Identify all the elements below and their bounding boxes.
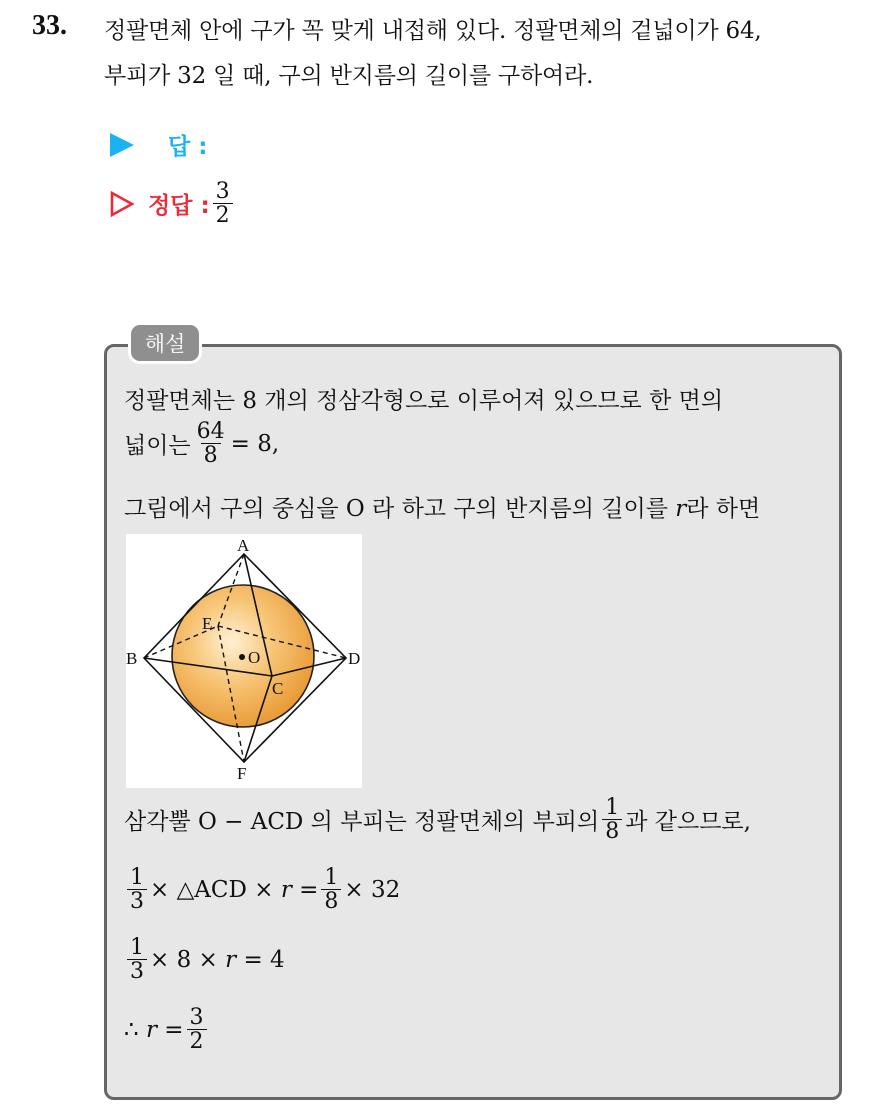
equation-2-middle: × 8 × xyxy=(150,946,218,973)
equation-3-equals: = xyxy=(164,1016,184,1043)
solution-tag: 해설 xyxy=(128,322,202,364)
answer-row xyxy=(110,128,207,161)
solution-line-3-text-b: 라 하면 xyxy=(686,496,761,522)
equation-3-variable: r xyxy=(145,1016,157,1043)
vertex-label-e: E xyxy=(202,614,213,633)
correct-answer-numerator: 3 xyxy=(215,179,230,204)
area-fraction-numerator: 64 xyxy=(196,419,225,444)
solution-line-2 xyxy=(124,420,279,467)
solution-line-4 xyxy=(124,796,751,843)
equation-2-fraction xyxy=(127,936,147,983)
solution-line-1: 정팔면체는 8 개의 정삼각형으로 이루어져 있으므로 한 면의 xyxy=(124,388,724,414)
equation-1-fraction-1-numerator: 1 xyxy=(130,865,144,890)
correct-answer-label: 정답 : xyxy=(148,193,210,220)
octahedron-figure xyxy=(126,534,362,788)
problem-text-line-1: 정팔면체 안에 구가 꼭 맞게 내접해 있다. 정팔면체의 겉넓이가 64, xyxy=(104,18,762,44)
answer-label: 답 : xyxy=(168,134,208,160)
solution-line-2-suffix: = 8, xyxy=(230,430,280,457)
equation-3-fraction xyxy=(187,1006,207,1053)
equation-1-fraction-1 xyxy=(127,866,147,913)
vertex-label-b: B xyxy=(126,649,138,668)
equation-1-fraction-2-numerator: 1 xyxy=(324,865,339,890)
correct-answer-fraction xyxy=(213,180,233,227)
equation-2-end: = 4 xyxy=(243,946,285,973)
vertex-label-a: A xyxy=(237,536,250,555)
outline-triangle-icon xyxy=(110,191,134,217)
equation-2-variable: r xyxy=(225,946,237,973)
equation-1-end: × 32 xyxy=(344,876,401,903)
play-triangle-icon xyxy=(110,133,134,157)
vertex-label-c: C xyxy=(272,679,284,698)
equation-1-middle: × △ACD × xyxy=(150,876,274,903)
area-fraction xyxy=(194,420,228,467)
radius-variable: r xyxy=(675,496,687,522)
solution-line-3-text-a: 그림에서 구의 중심을 O 라 하고 구의 반지름의 길이를 xyxy=(124,496,668,522)
vertex-label-d: D xyxy=(348,649,361,668)
volume-fraction xyxy=(602,796,622,843)
correct-answer-row xyxy=(110,180,236,227)
equation-1-fraction-2-denominator: 8 xyxy=(321,889,341,913)
correct-answer-denominator: 2 xyxy=(213,203,233,227)
equation-2 xyxy=(124,936,285,983)
equation-1-fraction-2 xyxy=(321,866,341,913)
equation-1-variable: r xyxy=(280,876,292,903)
area-fraction-denominator: 8 xyxy=(201,443,221,467)
equation-3-fraction-denominator: 2 xyxy=(187,1029,207,1053)
equation-1-equals: = xyxy=(299,876,319,903)
problem-number: 33. xyxy=(32,10,67,41)
equation-2-fraction-numerator: 1 xyxy=(130,935,144,960)
equation-3 xyxy=(124,1006,210,1053)
equation-1 xyxy=(124,866,400,913)
equation-3-fraction-numerator: 3 xyxy=(189,1005,204,1030)
vertex-label-f: F xyxy=(237,764,247,783)
center-label-o: O xyxy=(248,648,261,667)
solution-line-3 xyxy=(124,490,760,523)
volume-fraction-denominator: 8 xyxy=(602,819,622,843)
solution-line-2-prefix: 넓이는 xyxy=(124,433,191,460)
solution-line-4-text-b: 과 같으므로, xyxy=(625,809,751,836)
therefore-symbol: ∴ xyxy=(124,1016,139,1043)
solution-line-4-text-a: 삼각뿔 O − ACD 의 부피는 정팔면체의 부피의 xyxy=(124,809,600,836)
center-point xyxy=(239,654,245,660)
problem-text-line-2: 부피가 32 일 때, 구의 반지름의 길이를 구하여라. xyxy=(104,63,594,89)
equation-2-fraction-denominator: 3 xyxy=(127,959,147,983)
volume-fraction-numerator: 1 xyxy=(605,795,620,820)
equation-1-fraction-1-denominator: 3 xyxy=(127,889,147,913)
